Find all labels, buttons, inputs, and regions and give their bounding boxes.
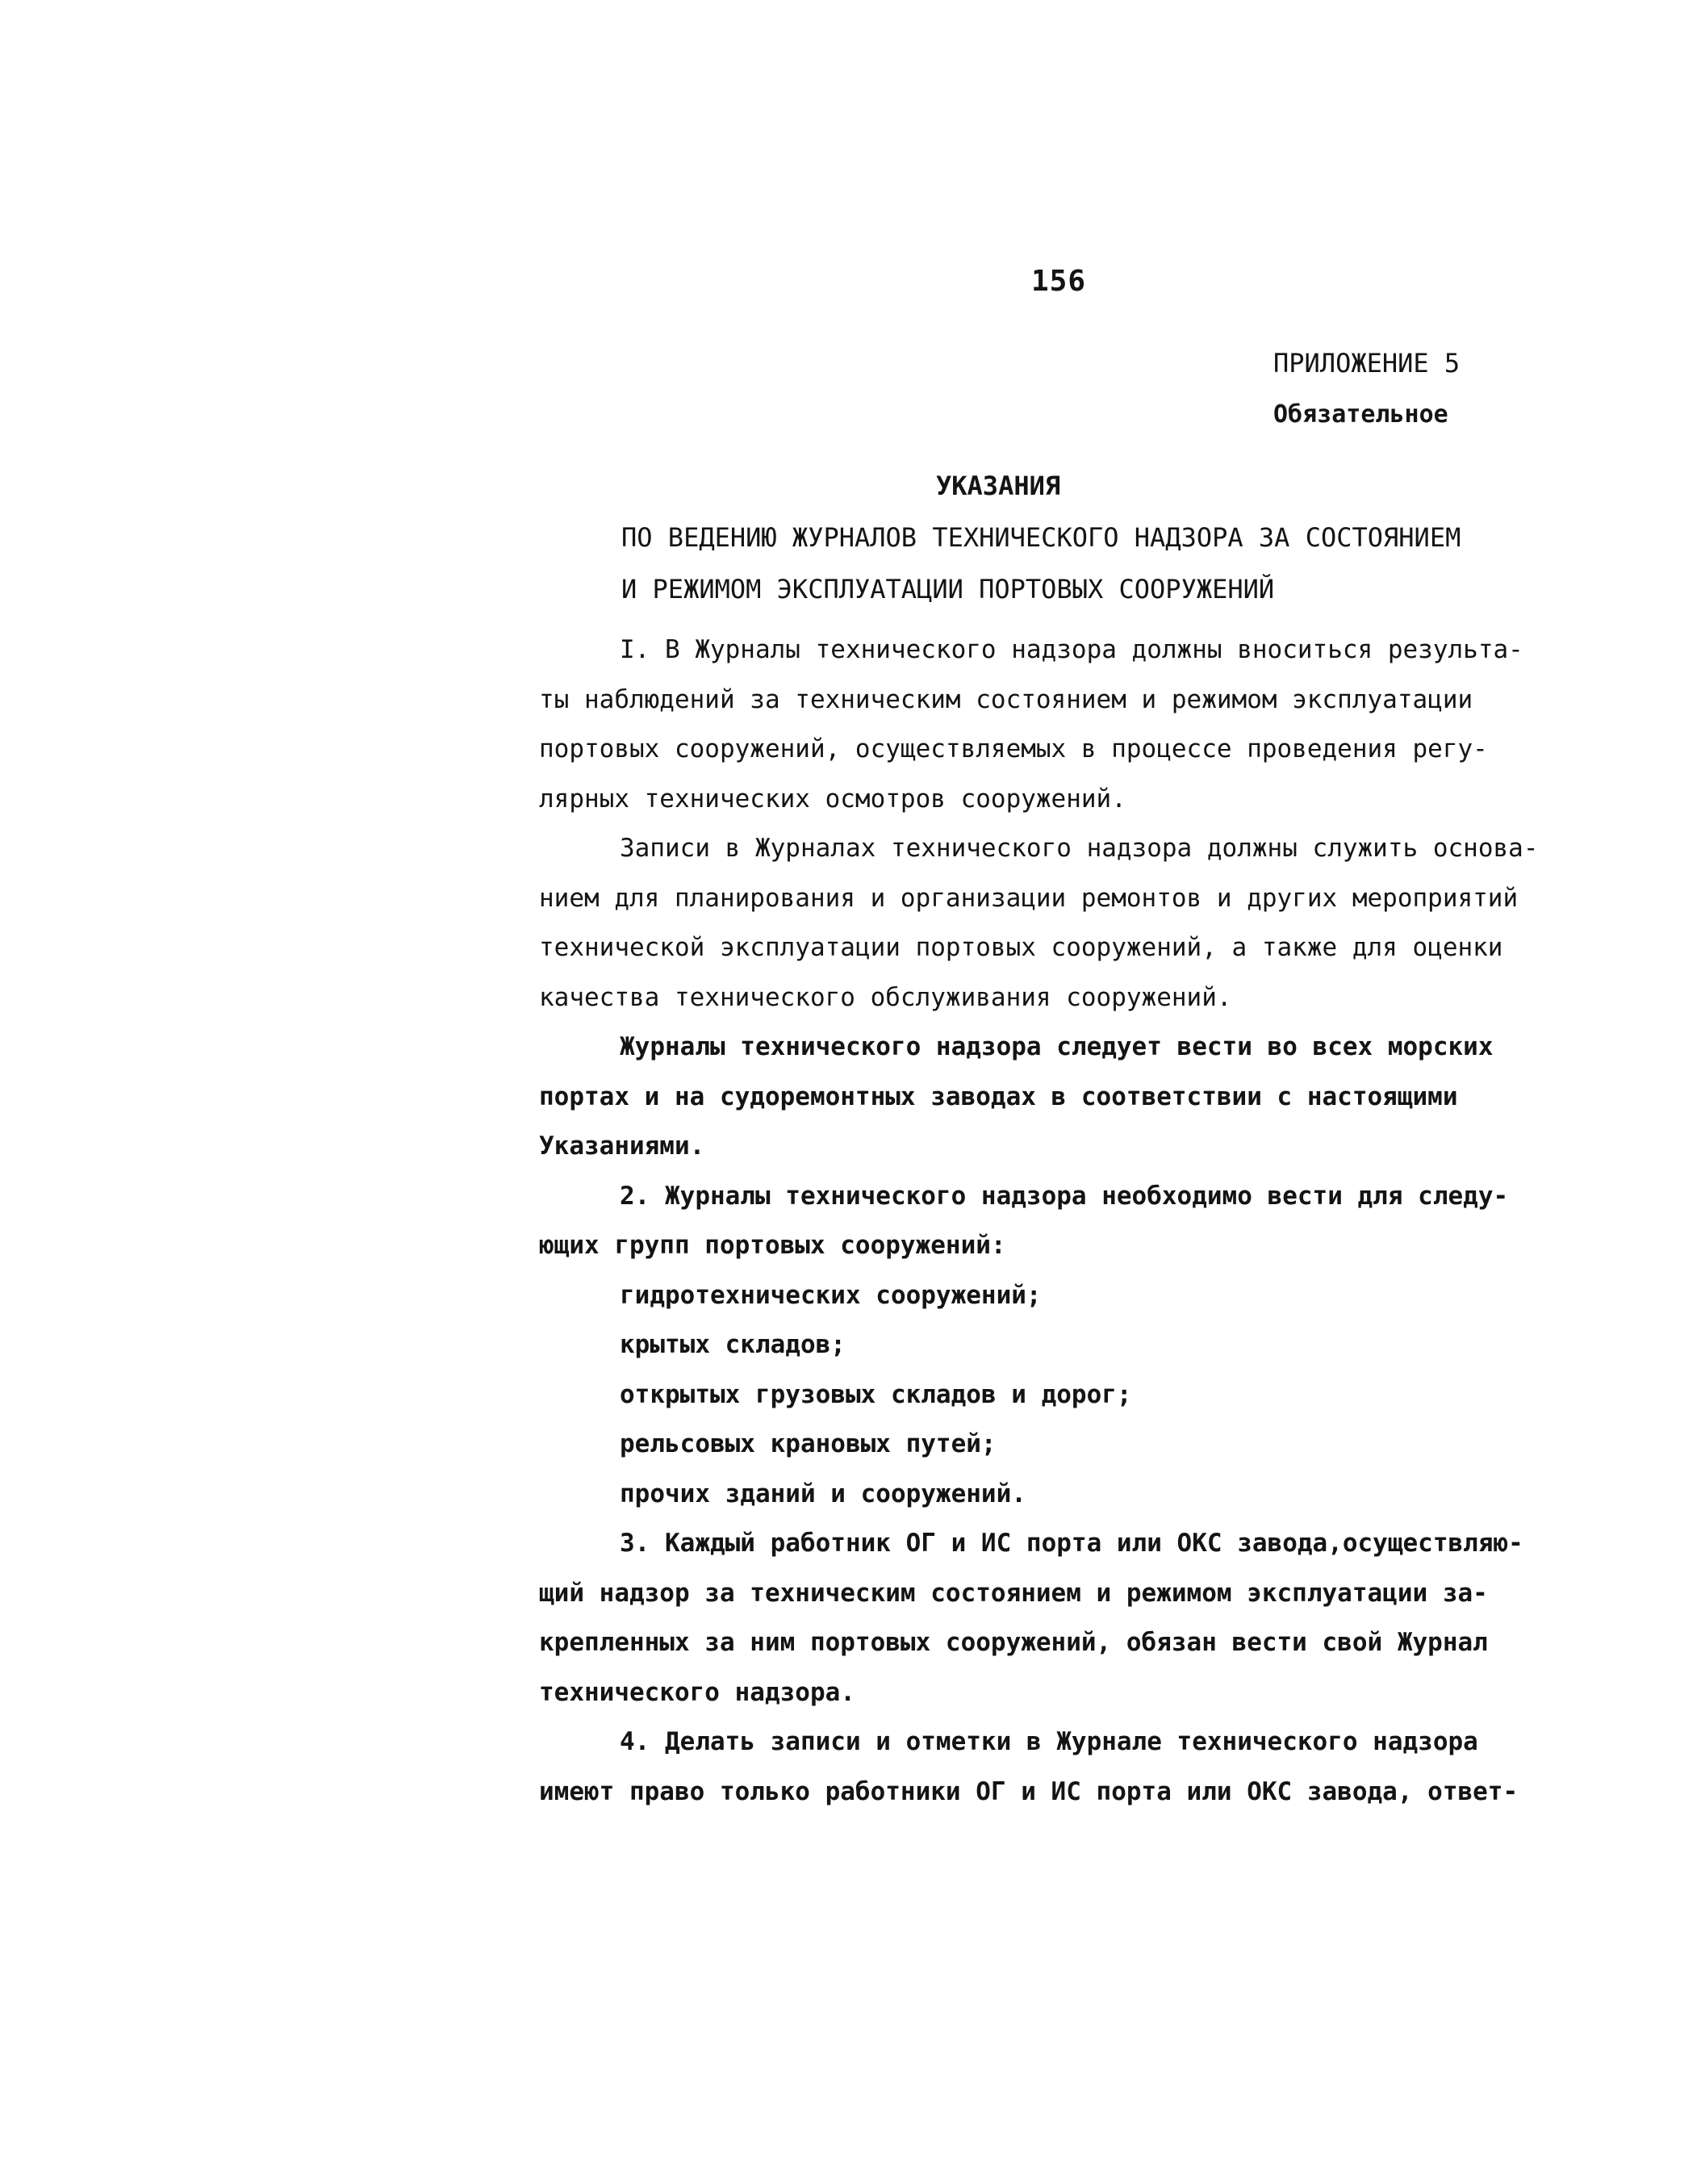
body-line: нием для планирования и организации ремонтов и других мероприятий — [539, 883, 1519, 913]
appendix-block — [1273, 337, 1460, 441]
appendix-status: Обязательное — [1273, 400, 1448, 429]
body-line: щий надзор за техническим состоянием и режимом эксплуатации за- — [539, 1578, 1488, 1608]
body-line: технической эксплуатации портовых сооружений, а также для оценки — [539, 933, 1503, 962]
body-line: лярных технических осмотров сооружений. — [539, 784, 1126, 814]
list-item: крытых складов; — [620, 1330, 846, 1359]
body-line: I. В Журналы технического надзора должны вноситься результа- — [620, 635, 1523, 664]
body-line: 4. Делать записи и отметки в Журнале технического надзора — [620, 1727, 1478, 1756]
body-line: качества технического обслуживания сооружений. — [539, 982, 1232, 1012]
document-body — [539, 625, 1572, 1817]
body-line: ты наблюдений за техническим состоянием и режимом эксплуатации — [539, 684, 1473, 714]
body-line: 3. Каждый работник ОГ и ИС порта или ОКС завода,осуществляю- — [620, 1529, 1523, 1558]
list-item: рельсовых крановых путей; — [620, 1429, 997, 1458]
list-item: гидротехнических сооружений; — [620, 1280, 1042, 1310]
body-line: ющих групп портовых сооружений: — [539, 1231, 1006, 1260]
body-line: портовых сооружений, осуществляемых в процессе проведения регу- — [539, 734, 1488, 764]
appendix-label: ПРИЛОЖЕНИЕ 5 — [1273, 348, 1461, 379]
list-item: открытых грузовых складов и дорог; — [620, 1379, 1132, 1409]
body-line: 2. Журналы технического надзора необходимо вести для следу- — [620, 1181, 1509, 1211]
body-line: Указаниями. — [539, 1132, 705, 1161]
title-main: УКАЗАНИЯ — [936, 471, 1061, 501]
body-line: крепленных за ним портовых сооружений, обязан вести свой Журнал — [539, 1628, 1488, 1657]
title-line-2: И РЕЖИМОМ ЭКСПЛУАТАЦИИ ПОРТОВЫХ СООРУЖЕНИЙ — [621, 574, 1275, 605]
list-item: прочих зданий и сооружений. — [620, 1479, 1026, 1508]
page-number: 156 — [1031, 265, 1087, 298]
body-line: Записи в Журналах технического надзора должны служить основа- — [620, 834, 1539, 863]
body-line: технического надзора. — [539, 1677, 855, 1707]
body-line: портах и на судоремонтных заводах в соответствии с настоящими — [539, 1082, 1458, 1111]
document-title — [621, 460, 1461, 615]
title-line-1: ПО ВЕДЕНИЮ ЖУРНАЛОВ ТЕХНИЧЕСКОГО НАДЗОРА ЗА СОСТОЯНИЕМ — [621, 522, 1461, 553]
body-line: Журналы технического надзора следует вести во всех морских — [620, 1032, 1494, 1061]
body-line: имеют право только работники ОГ и ИС порта или ОКС завода, ответ- — [539, 1776, 1519, 1806]
